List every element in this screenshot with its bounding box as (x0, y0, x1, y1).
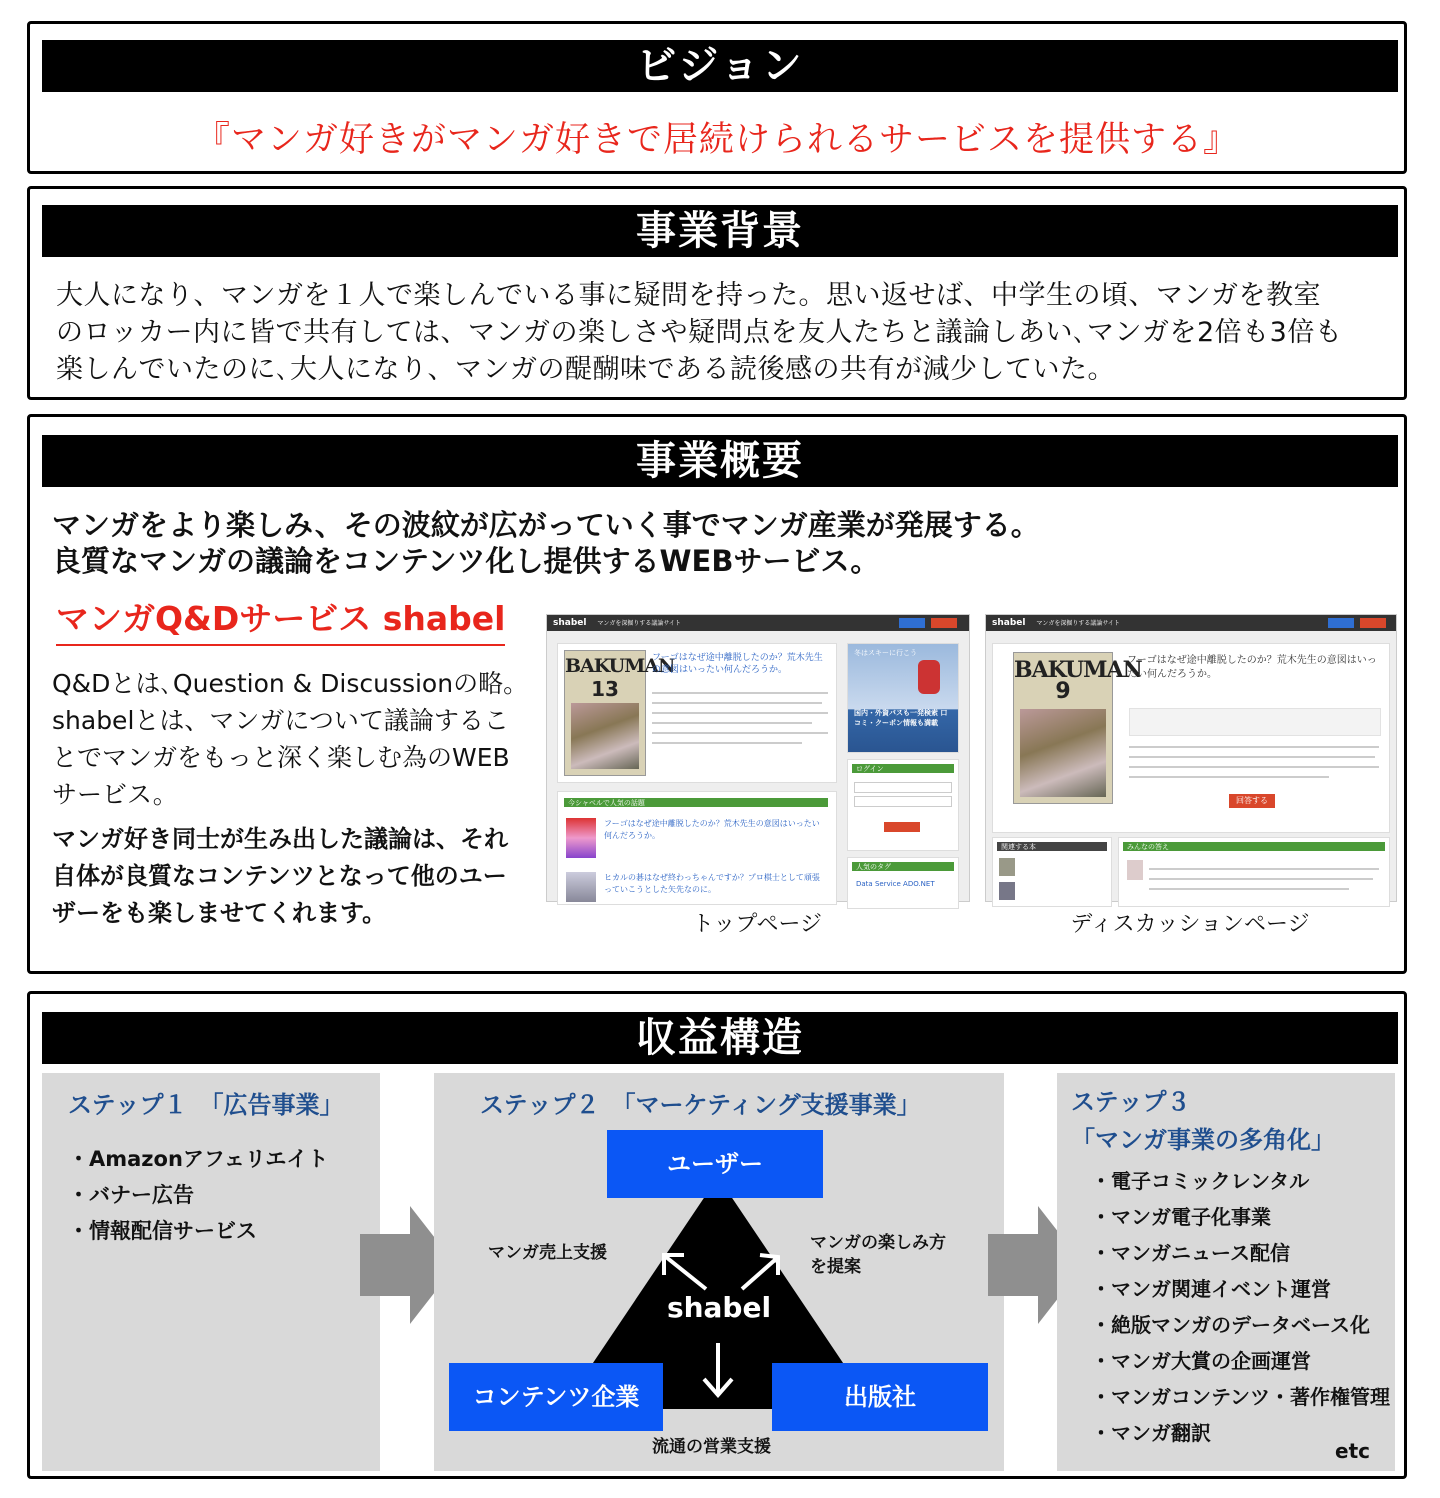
text-line (652, 702, 822, 704)
top-page-caption: トップページ (691, 912, 823, 937)
sales-support-label: マンガ売上支援 (488, 1243, 607, 1263)
desc-bold-line: 自体が良質なコンテンツとなって他のユー (52, 862, 507, 890)
discussion-card (992, 643, 1390, 833)
step3-item: ・マンガニュース配信 (1091, 1241, 1290, 1265)
step3-item: ・マンガ大賞の企画運営 (1091, 1349, 1311, 1373)
step3-item: ・電子コミックレンタル (1091, 1169, 1310, 1193)
vision-section (27, 21, 1407, 174)
login-button[interactable] (884, 822, 920, 832)
topic-thumb (566, 818, 596, 858)
topic-item: フーゴはなぜ途中離脱したのか？荒木先生の意図はいったい何んだろうか。 (604, 819, 820, 840)
answer-avatar (1127, 860, 1143, 880)
header-button (931, 618, 957, 628)
answer-button[interactable]: 回答する (1229, 794, 1275, 808)
question-title: フーゴはなぜ途中離脱したのか？荒木先生の意図はいったい何んだろうか。 (652, 653, 823, 675)
step3-item: ・絶版マンガのデータベース化 (1091, 1313, 1370, 1337)
step2-title: ステップ２ 「マーケティング支援事業」 (480, 1091, 921, 1119)
desc-line: Q&Dとは､Question & Discussionの略。 (52, 669, 529, 698)
ad-copy: 国内・外資バスも一発検索 口コミ・クーポン情報も満載 (854, 709, 948, 727)
discussion-page-screenshot (985, 614, 1397, 902)
enjoyment-line: を提案 (810, 1257, 861, 1277)
popular-topics-card (557, 791, 837, 905)
text-line (652, 722, 812, 724)
background-line: 楽しんでいたのに､大人になり、マンガの醍醐味である読後感の共有が減少していた。 (56, 354, 1115, 385)
enjoyment-line: マンガの楽しみ方 (810, 1233, 946, 1253)
related-title: 関連する本 (1001, 843, 1036, 851)
step3-item: ・マンガ関連イベント運営 (1091, 1277, 1331, 1301)
step3-panel (1057, 1073, 1395, 1471)
topic-item: ヒカルの碁はなぜ終わっちゃんですか？プロ棋士として頑張っていこうとした矢先なのに。 (604, 873, 820, 894)
text-line (1149, 868, 1379, 870)
service-description (52, 665, 552, 813)
manga-cover (564, 650, 675, 776)
background-section (27, 186, 1407, 400)
lead-line: 良質なマンガの議論をコンテンツ化し提供するWEBサービス。 (52, 544, 880, 578)
answers-title: みんなの答え (1127, 843, 1169, 851)
text-line (652, 732, 828, 734)
password-input[interactable] (854, 796, 952, 807)
cover-title: BAKUMAN (1014, 657, 1142, 683)
step2-panel (434, 1073, 1004, 1471)
step3-item: ・マンガ翻訳 (1091, 1421, 1211, 1445)
header-button (1360, 618, 1386, 628)
desc-bold-line: マンガ好き同士が生み出した議論は、それ (52, 825, 508, 853)
desc-line: サービス。 (52, 780, 178, 809)
overview-heading: 事業概要 (42, 435, 1398, 487)
tag-cloud: Data Service ADO.NET (856, 880, 935, 888)
text-line (1129, 746, 1379, 748)
text-line (1129, 766, 1379, 768)
site-tagline: マンガを深掘りする議論サイト (597, 620, 681, 627)
overview-lead (52, 507, 1040, 579)
text-line (1129, 776, 1329, 778)
step3-list (1091, 1163, 1390, 1451)
topic-thumb (566, 872, 596, 902)
vision-statement: 『マンガ好きがマンガ好きで居続けられるサービスを提供する』 (194, 120, 1239, 160)
desc-bold-line: ザーをも楽しませてくれます。 (52, 899, 387, 927)
service-title: マンガQ&Dサービス shabel (56, 593, 505, 646)
background-line: のロッカー内に皆で共有しては、マンガの楽しさや疑問点を友人たちと議論しあい､マンガを2倍も3倍も (56, 317, 1343, 348)
site-tagline: マンガを深掘りする議論サイト (1036, 620, 1120, 627)
step3-item: ・マンガ電子化事業 (1091, 1205, 1271, 1229)
vision-heading: ビジョン (42, 40, 1398, 92)
answers-card (1118, 837, 1390, 907)
site-logo: shabel (553, 618, 587, 628)
background-text (56, 277, 1396, 388)
ad-skier (918, 660, 940, 694)
site-logo: shabel (992, 618, 1026, 628)
question-title: フーゴはなぜ途中離脱したのか？荒木先生の意図はいったい何んだろうか。 (1127, 655, 1377, 680)
etc-label: etc (1335, 1439, 1370, 1463)
step1-item: ・バナー広告 (68, 1183, 194, 1207)
cover-volume: 13 (591, 677, 619, 701)
step3-title-line: 「マンガ事業の多角化」 (1071, 1126, 1335, 1154)
step1-list (68, 1141, 328, 1249)
text-line (1129, 756, 1375, 758)
site-header (986, 615, 1396, 631)
cover-title: BAKUMAN (565, 655, 675, 677)
tags-box (847, 857, 959, 909)
user-box: ユーザー (607, 1130, 823, 1198)
text-line (1149, 878, 1373, 880)
text-line (652, 742, 802, 744)
step1-title: ステップ１ 「広告事業」 (68, 1091, 344, 1119)
step3-item: ・マンガコンテンツ・著作権管理 (1091, 1385, 1390, 1409)
desc-line: とでマンガをもっと深く楽しむ為のWEB (52, 743, 510, 772)
question-card (557, 643, 837, 783)
cover-volume: 9 (1055, 679, 1071, 704)
email-input[interactable] (854, 782, 952, 793)
step3-title (1071, 1083, 1335, 1159)
step1-panel (42, 1073, 380, 1471)
revenue-section (27, 991, 1407, 1479)
cover-art (571, 703, 639, 769)
ad-banner (847, 643, 959, 753)
book-thumb (999, 858, 1015, 876)
cover-art (1020, 709, 1106, 797)
site-header (547, 615, 969, 631)
discussion-page-caption: ディスカッションページ (1070, 912, 1310, 937)
login-box (847, 759, 959, 851)
header-button (1328, 618, 1354, 628)
text-line (1149, 888, 1349, 890)
step3-title-line: ステップ３ (1071, 1088, 1191, 1116)
tags-title: 人気のタグ (856, 863, 891, 871)
enjoyment-proposal-label (810, 1231, 946, 1279)
manga-cover (1013, 652, 1142, 804)
top-page-screenshot (546, 614, 970, 902)
step1-item: ・情報配信サービス (68, 1219, 257, 1243)
section-title: 今シャベルで人気の話題 (568, 799, 645, 807)
content-company-box: コンテンツ企業 (449, 1363, 663, 1431)
shabel-label: shabel (666, 1291, 772, 1324)
desc-line: shabelとは、マンガについて議論するこ (52, 706, 509, 735)
service-description-bold (52, 821, 552, 932)
text-line (652, 692, 828, 694)
background-line: 大人になり、マンガを１人で楽しんでいる事に疑問を持った。思い返せば、中学生の頃、マンガを教室 (56, 280, 1321, 311)
lead-line: マンガをより楽しみ、その波紋が広がっていく事でマンガ産業が発展する。 (52, 508, 1040, 542)
distribution-support-label: 流通の営業支援 (652, 1437, 771, 1457)
overview-section (27, 414, 1407, 974)
publisher-box: 出版社 (772, 1363, 988, 1431)
step1-item: ・Amazonアフェリエイト (68, 1147, 329, 1171)
text-line (652, 712, 828, 714)
ad-headline: 冬はスキーに行こう (854, 649, 917, 657)
book-thumb (999, 882, 1015, 900)
header-button (899, 618, 925, 628)
related-books-card (992, 837, 1112, 907)
asker-box (1129, 708, 1381, 736)
background-heading: 事業背景 (42, 205, 1398, 257)
login-title: ログイン (856, 765, 884, 773)
revenue-heading: 収益構造 (42, 1012, 1398, 1064)
